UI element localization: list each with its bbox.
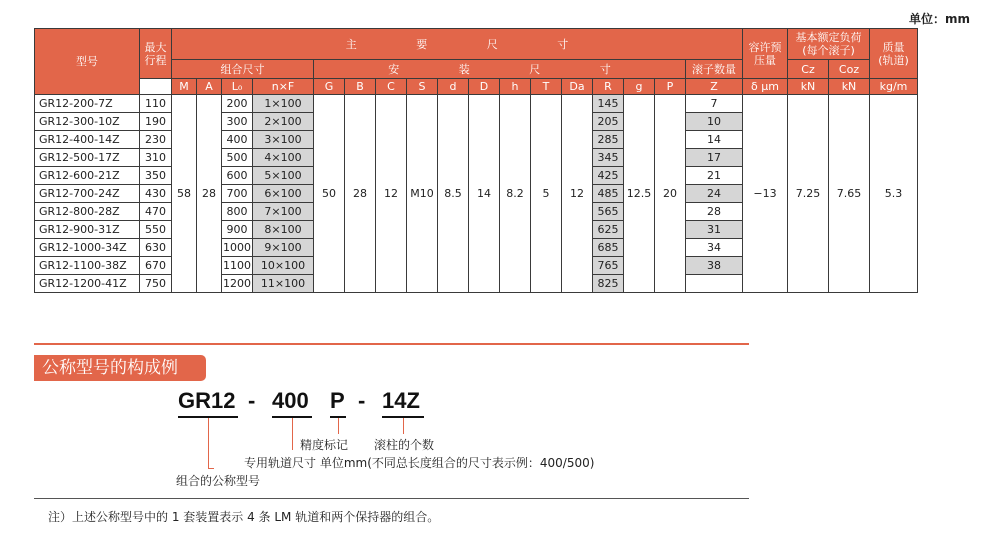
header-b: B [345,79,376,95]
cell-r: 425 [593,167,624,185]
cell-m: 58 [172,95,197,293]
cell-l0: 700 [222,185,253,203]
cell-model: GR12-500-17Z [35,149,140,167]
table-row [35,95,918,113]
label-precision: 精度标记 [300,438,349,452]
spec-table [34,28,918,293]
cell-nxf: 11×100 [253,275,314,293]
cell-stroke: 190 [140,113,172,131]
cell-r: 685 [593,239,624,257]
cell-stroke: 310 [140,149,172,167]
cell-nxf: 2×100 [253,113,314,131]
header-a: A [197,79,222,95]
header-roller-count: 滚子数量 [686,60,743,79]
cell-nxf: 1×100 [253,95,314,113]
header-coz-unit: kN [829,79,870,95]
header-combo-dims: 组合尺寸 [172,60,314,79]
header-stroke-spacer [140,79,172,95]
cell-s: M10 [407,95,438,293]
header-g: G [314,79,345,95]
header-gg: g [624,79,655,95]
header-m: M [172,79,197,95]
cell-r: 485 [593,185,624,203]
unit-label: 单位：mm [908,12,970,26]
cell-z [686,275,743,293]
cell-g: 50 [314,95,345,293]
header-D: D [469,79,500,95]
code-part-p: P [330,388,345,413]
header-delta: δ μm [743,79,788,95]
cell-D: 14 [469,95,500,293]
header-max-stroke: 最大 行程 [140,29,172,79]
cell-stroke: 670 [140,257,172,275]
cell-r: 345 [593,149,624,167]
cell-nxf: 6×100 [253,185,314,203]
cell-h: 8.2 [500,95,531,293]
header-s: S [407,79,438,95]
cell-r: 825 [593,275,624,293]
cell-l0: 200 [222,95,253,113]
cell-model: GR12-300-10Z [35,113,140,131]
cell-a: 28 [197,95,222,293]
cell-b: 28 [345,95,376,293]
cell-z: 7 [686,95,743,113]
code-dash-2: - [358,388,366,413]
cell-stroke: 470 [140,203,172,221]
cell-z: 10 [686,113,743,131]
cell-nxf: 3×100 [253,131,314,149]
header-main-dims: 主 要 尺 寸 [172,29,743,60]
cell-z: 14 [686,131,743,149]
header-cz: Cz [788,60,829,79]
cell-mass: 5.3 [870,95,918,293]
cell-cz: 7.25 [788,95,829,293]
header-mass-unit: kg/m [870,79,918,95]
cell-t: 5 [531,95,562,293]
cell-d: 8.5 [438,95,469,293]
cell-model: GR12-1000-34Z [35,239,140,257]
cell-l0: 800 [222,203,253,221]
header-nxf: n×F [253,79,314,95]
connector-gr12-h [208,468,214,469]
code-part-14z: 14Z [382,388,420,413]
section-title: 公称型号的构成例 [34,355,206,381]
connector-p [338,418,339,434]
label-roller-qty: 滚柱的个数 [374,438,435,452]
cell-nxf: 10×100 [253,257,314,275]
header-cz-unit: kN [788,79,829,95]
cell-model: GR12-900-31Z [35,221,140,239]
cell-l0: 500 [222,149,253,167]
cell-z: 38 [686,257,743,275]
cell-nxf: 9×100 [253,239,314,257]
cell-model: GR12-700-24Z [35,185,140,203]
header-l0: L₀ [222,79,253,95]
cell-z: 28 [686,203,743,221]
code-dash-1: - [248,388,256,413]
label-rail-size: 专用轨道尺寸 单位mm(不同总长度组合的尺寸表示例：400/500) [244,456,595,470]
header-h: h [500,79,531,95]
cell-r: 145 [593,95,624,113]
cell-stroke: 750 [140,275,172,293]
header-c: C [376,79,407,95]
cell-l0: 600 [222,167,253,185]
cell-stroke: 110 [140,95,172,113]
cell-nxf: 4×100 [253,149,314,167]
cell-model: GR12-600-21Z [35,167,140,185]
header-coz: Coz [829,60,870,79]
header-install-dims: 安 装 尺 寸 [314,60,686,79]
header-t: T [531,79,562,95]
label-combo-model: 组合的公称型号 [176,474,261,488]
cell-c: 12 [376,95,407,293]
header-da: Da [562,79,593,95]
cell-nxf: 7×100 [253,203,314,221]
code-part-gr12: GR12 [178,388,236,413]
cell-l0: 1200 [222,275,253,293]
cell-stroke: 630 [140,239,172,257]
footer-divider [34,498,749,499]
cell-r: 565 [593,203,624,221]
cell-model: GR12-1200-41Z [35,275,140,293]
cell-coz: 7.65 [829,95,870,293]
cell-r: 765 [593,257,624,275]
cell-z: 24 [686,185,743,203]
cell-l0: 400 [222,131,253,149]
cell-z: 21 [686,167,743,185]
header-model: 型号 [35,29,140,95]
header-r: R [593,79,624,95]
header-d: d [438,79,469,95]
cell-r: 625 [593,221,624,239]
cell-model: GR12-200-7Z [35,95,140,113]
cell-z: 31 [686,221,743,239]
cell-l0: 1100 [222,257,253,275]
cell-da: 12 [562,95,593,293]
cell-gg: 12.5 [624,95,655,293]
cell-stroke: 350 [140,167,172,185]
section-divider [34,343,749,345]
code-part-400: 400 [272,388,309,413]
header-preload: 容许预 压量 [743,29,788,79]
header-mass: 质量 (轨道) [870,29,918,79]
cell-l0: 900 [222,221,253,239]
cell-p: 20 [655,95,686,293]
cell-z: 17 [686,149,743,167]
cell-stroke: 430 [140,185,172,203]
cell-delta: −13 [743,95,788,293]
cell-stroke: 550 [140,221,172,239]
cell-model: GR12-800-28Z [35,203,140,221]
connector-400 [292,418,293,450]
cell-model: GR12-1100-38Z [35,257,140,275]
header-p: P [655,79,686,95]
cell-nxf: 5×100 [253,167,314,185]
cell-l0: 300 [222,113,253,131]
cell-stroke: 230 [140,131,172,149]
connector-gr12 [208,418,209,468]
header-z: Z [686,79,743,95]
cell-nxf: 8×100 [253,221,314,239]
cell-r: 205 [593,113,624,131]
cell-l0: 1000 [222,239,253,257]
connector-14z [403,418,404,434]
footnote: 注）上述公称型号中的 1 套装置表示 4 条 LM 轨道和两个保持器的组合。 [48,510,440,524]
header-load: 基本额定负荷 (每个滚子) [788,29,870,60]
cell-z: 34 [686,239,743,257]
cell-model: GR12-400-14Z [35,131,140,149]
cell-r: 285 [593,131,624,149]
